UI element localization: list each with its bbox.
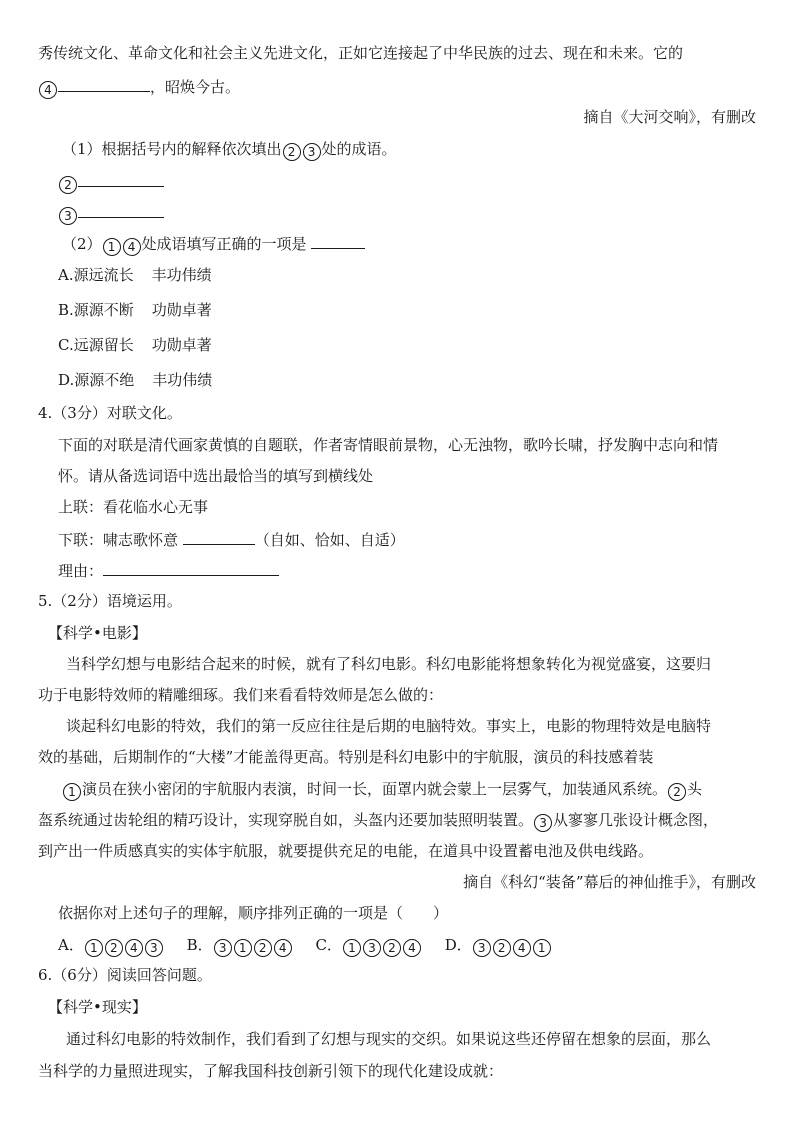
sentence-line: 1 演员在狭小密闭的宇航服内表演，时间一长，面罩内就会蒙上一层雾气，加装通风系统。 2 头 [62, 779, 702, 801]
section-tag: 【科学•现实】 [48, 998, 147, 1016]
answer-blank[interactable] [78, 170, 164, 187]
sub-question-2: （2） 1 4 处成语填写正确的一项是 [62, 232, 365, 256]
passage-line: 秀传统文化、革命文化和社会主义先进文化，正如它连接起了中华民族的过去、现在和未来。它的 [38, 44, 684, 62]
question-4-heading: 4.（3分）对联文化。 [38, 404, 182, 422]
source-citation: 摘自《科幻“装备”幕后的神仙推手》，有删改 [463, 873, 756, 891]
option-b[interactable]: B.源源不断 功勋卓著 [58, 301, 212, 319]
sentence-line: 盔系统通过齿轮组的精巧设计，实现穿脱自如，头盔内还要加装照明装置。 3 从寥寥几张设计概念图， [38, 811, 719, 830]
paragraph-line: 谈起科幻电影的特效，我们的第一反应往往是后期的电脑特效。事实上，电影的物理特效是电脑特 [66, 717, 712, 735]
paragraph-line: 效的基础，后期制作的“大楼”才能盖得更高。特别是科幻电影中的宇航服，演员的科技感着装 [38, 748, 654, 766]
answer-blank[interactable] [78, 201, 164, 218]
sentence-line: 到产出一件质感真实的实体宇航服，就要提供充足的电能，在道具中设置蓄电池及供电线路。 [38, 842, 654, 860]
answer-blank[interactable] [311, 232, 365, 249]
circled-number: 2 [283, 143, 301, 161]
circled-number: 2 [59, 176, 77, 194]
answer-blank[interactable] [183, 528, 255, 545]
circled-number: 4 [123, 238, 141, 256]
passage-line-blank: 4 ，昭焕今古。 [38, 75, 240, 99]
paragraph-line: 当科学幻想与电影结合起来的时候，就有了科幻电影。科幻电影能将想象转化为视觉盛宴，这要归 [66, 655, 712, 673]
choice-c[interactable]: C． 1 3 2 4 [315, 936, 421, 954]
paragraph-line: 当科学的力量照进现实，了解我国科技创新引领下的现代化建设成就： [38, 1062, 504, 1080]
source-citation: 摘自《大河交响》，有删改 [583, 108, 756, 126]
choice-b[interactable]: B． 3 1 2 4 [187, 936, 293, 954]
choice-d[interactable]: D． 3 2 4 1 [445, 936, 552, 954]
circled-number: 1 [63, 783, 81, 801]
question-5-heading: 5.（2分）语境运用。 [38, 592, 182, 610]
choice-a[interactable]: A． 1 2 4 3 [58, 936, 164, 954]
circled-number: 3 [59, 207, 77, 225]
paragraph-line: 下面的对联是清代画家黄慎的自题联，作者寄情眼前景物，心无浊物，歌吟长啸，抒发胸中志向和情 [58, 436, 719, 454]
couplet-upper: 上联：看花临水心无事 [58, 498, 209, 516]
paragraph-line: 怀。请从备选词语中选出最恰当的填写到横线处 [58, 467, 374, 485]
couplet-lower: 下联：啸志歌怀意 （自如、恰如、自适） [58, 528, 405, 550]
paragraph-line: 功于电影特效师的精雕细琢。我们来看看特效师是怎么做的： [38, 686, 444, 704]
option-d[interactable]: D.源源不绝 丰功伟绩 [58, 371, 213, 389]
answer-blank[interactable] [103, 559, 279, 576]
reason-line: 理由： [58, 559, 279, 581]
answer-choices [58, 935, 552, 957]
circled-number: 2 [668, 783, 686, 801]
option-a[interactable]: A.源远流长 丰功伟绩 [58, 266, 212, 284]
option-c[interactable]: C.远源留长 功勋卓著 [58, 336, 212, 354]
circled-number: 3 [303, 143, 321, 161]
answer-blank[interactable] [58, 75, 150, 92]
question-stem: 依据你对上述句子的理解，顺序排列正确的一项是（ ） [58, 904, 449, 922]
circled-number: 1 [103, 238, 121, 256]
paragraph-line: 通过科幻电影的特效制作，我们看到了幻想与现实的交织。如果说这些还停留在想象的层面，那么 [66, 1030, 712, 1048]
answer-line-3 [58, 201, 164, 225]
question-6-heading: 6.（6分）阅读回答问题。 [38, 966, 212, 984]
circled-number: 4 [39, 81, 57, 99]
circled-number: 3 [534, 814, 552, 832]
answer-line-2 [58, 170, 164, 194]
sub-question-1: （1）根据括号内的解释依次填出 2 3 处的成语。 [62, 140, 397, 159]
section-tag: 【科学•电影】 [48, 624, 147, 642]
